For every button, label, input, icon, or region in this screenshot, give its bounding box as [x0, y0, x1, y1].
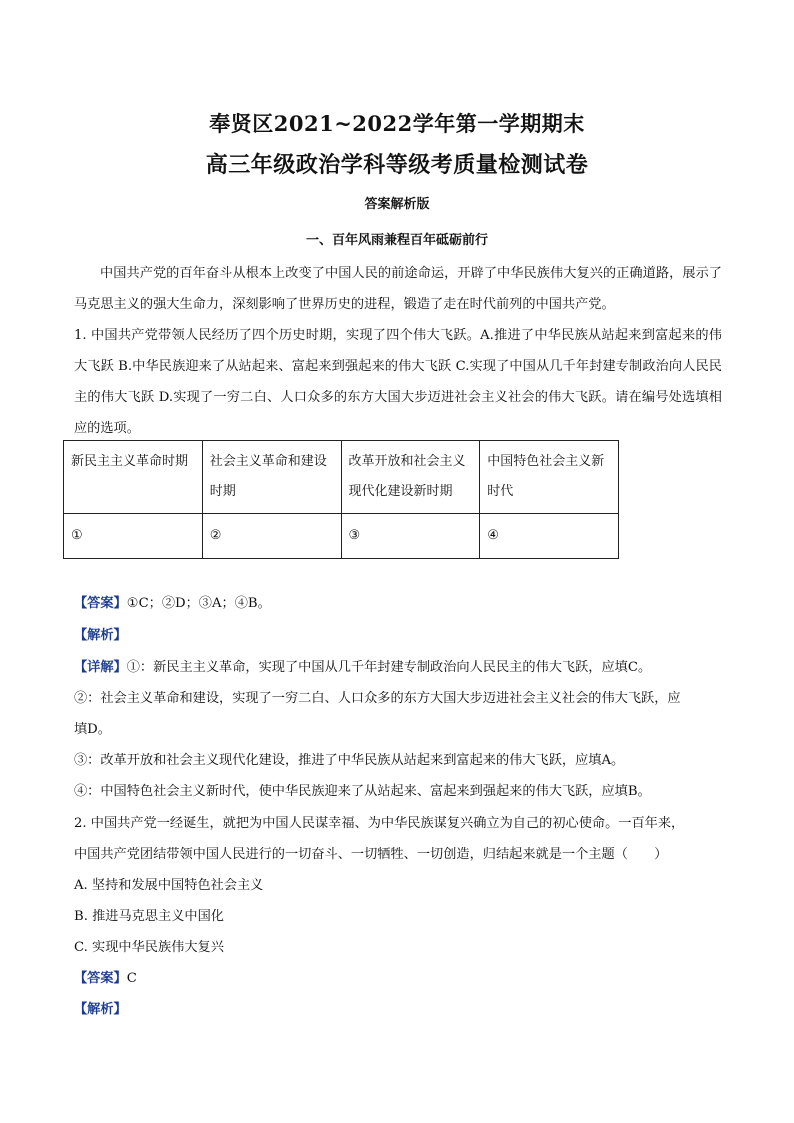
answer-tag: 【答案】 [74, 596, 127, 611]
table-header-cell: 中国特色社会主义新时代 [480, 441, 619, 514]
detail-text: ①：新民主主义革命，实现了中国从几千年封建专制政治向人民民主的伟大飞跃，应填C。 [126, 660, 652, 675]
question-1-detail-2-cont: 填D。 [74, 722, 111, 737]
table-header-cell: 社会主义革命和建设时期 [202, 441, 341, 514]
answer-text: C [126, 971, 137, 986]
question-2-stem-line2: 中国共产党团结带领中国人民进行的一切奋斗、一切牺牲、一切创造，归结起来就是一个主题（ ） [74, 847, 668, 862]
table-cell: ① [64, 514, 203, 559]
answer-text: ①C；②D；③A；④B。 [126, 596, 271, 611]
question-1-detail-2: ②：社会主义革命和建设，实现了一穷二白、人口众多的东方大国大步迈进社会主义社会的伟大飞跃，应 [74, 691, 681, 706]
table-cell: ② [202, 514, 341, 559]
question-1-detail-4: ④：中国特色社会主义新时代，使中华民族迎来了从站起来、富起来到强起来的伟大飞跃，应填B。 [74, 784, 651, 799]
analysis-tag: 【解析】 [74, 1002, 127, 1017]
table-cell: ③ [341, 514, 480, 559]
detail-tag: 【详解】 [74, 660, 127, 675]
table-header-cell: 新民主主义革命时期 [64, 441, 203, 514]
question-1-stem: 1. 中国共产党带领人民经历了四个历史时期，实现了四个伟大飞跃。A.推进了中华民族从站起来到富起来的伟大飞跃 B.中华民族迎来了从站起来、富起来到强起来的伟大飞跃 C.实现了中国从几千年封建专制政治向人民民主的伟大飞跃 D.实现了一穷二白、人口众多的东方大国大步迈进社会主义社会的伟大飞跃。请在编号处选填相应的选项。 [74, 328, 722, 436]
question-1-analysis [74, 620, 722, 651]
analysis-tag: 【解析】 [74, 628, 127, 643]
section-heading: 一、百年风雨兼程百年砥砺前行 [305, 233, 488, 248]
table-header-cell: 改革开放和社会主义现代化建设新时期 [341, 441, 480, 514]
question-1-answer [74, 588, 722, 619]
question-1-detail-1 [74, 652, 722, 683]
question-2-answer [74, 963, 722, 994]
question-1-table [63, 440, 619, 559]
table-cell: ④ [480, 514, 619, 559]
question-2-option-c: C. 实现中华民族伟大复兴 [74, 940, 224, 955]
question-1-detail-3: ③：改革开放和社会主义现代化建设，推进了中华民族从站起来到富起来的伟大飞跃，应填A。 [74, 753, 625, 768]
question-2-stem-line1: 2. 中国共产党一经诞生，就把为中国人民谋幸福、为中华民族谋复兴确立为自己的初心使命。一百年来， [74, 816, 685, 831]
question-2-analysis [74, 994, 722, 1025]
document-title-line2: 高三年级政治学科等级考质量检测试卷 [205, 152, 589, 178]
answer-tag: 【答案】 [74, 971, 127, 986]
question-2-option-b: B. 推进马克思主义中国化 [74, 909, 224, 924]
document-subtitle: 答案解析版 [364, 197, 430, 212]
question-2-option-a: A. 坚持和发展中国特色社会主义 [74, 878, 264, 893]
table-row [64, 514, 619, 559]
section-intro-paragraph: 中国共产党的百年奋斗从根本上改变了中国人民的前途命运，开辟了中华民族伟大复兴的正确道路，展示了马克思主义的强大生命力，深刻影响了世界历史的进程，锻造了走在时代前列的中国共产党。 [74, 266, 722, 312]
document-title-line1: 奉贤区2021~2022学年第一学期期末 [209, 111, 585, 136]
table-header-row [64, 441, 619, 514]
